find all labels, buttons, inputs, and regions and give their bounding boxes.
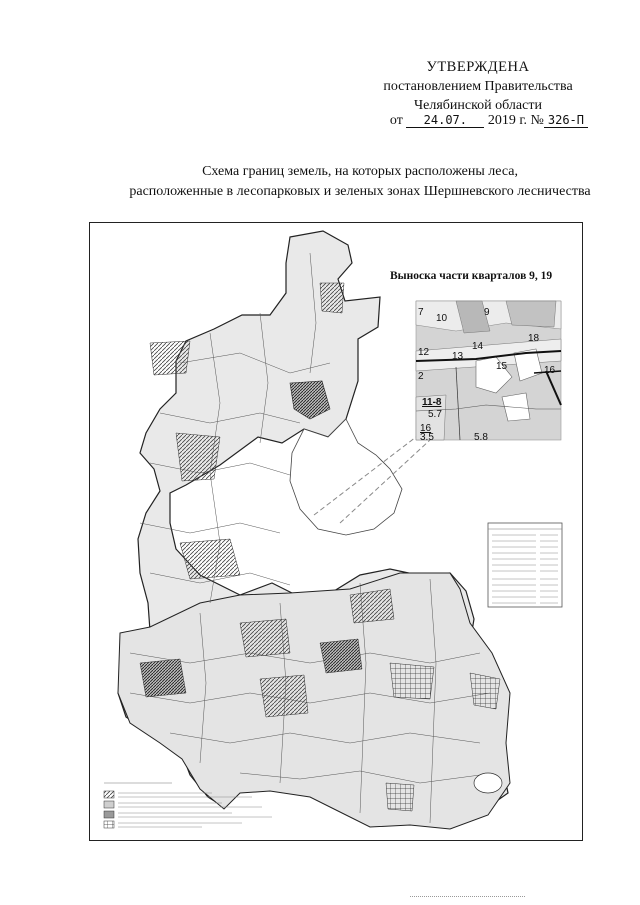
inset-label: 16 xyxy=(544,365,556,376)
resolution-number: 326-П xyxy=(544,113,588,128)
inset-title: Выноска части кварталов 9, 19 xyxy=(390,270,553,282)
date-value: 24.07. xyxy=(406,113,484,128)
approval-line-1: постановлением Правительства xyxy=(383,79,573,94)
inset-label: 16 xyxy=(420,423,432,434)
inset-label: 18 xyxy=(528,333,540,344)
inset-label: 10 xyxy=(436,313,448,324)
inset-label: 5.7 xyxy=(428,409,442,420)
inset-label: 3.5 xyxy=(420,432,434,443)
approval-line-2: Челябинской области xyxy=(414,98,542,113)
inset-label: 9 xyxy=(484,307,490,318)
inset-label: 2 xyxy=(418,371,424,382)
document-title xyxy=(60,162,640,202)
title-line-2: расположенные в лесопарковых и зеленых зонах Шершневского лесничества xyxy=(129,184,591,199)
forest-map xyxy=(89,222,583,841)
approval-date-line xyxy=(390,113,588,129)
year-text: 2019 г. № xyxy=(487,113,544,128)
date-prefix: от xyxy=(389,113,403,128)
inset-label: 7 xyxy=(418,307,424,318)
legend-table xyxy=(488,523,562,607)
inset-label: 5.8 xyxy=(474,432,488,443)
footer-divider xyxy=(410,896,525,897)
map-drawing xyxy=(90,223,582,840)
approval-stamp xyxy=(368,58,588,115)
title-line-1: Схема границ земель, на которых расположены леса, xyxy=(202,164,518,179)
inset-label: 12 xyxy=(418,347,430,358)
inset-label: 14 xyxy=(472,341,484,352)
inset-label: 13 xyxy=(452,351,464,362)
approval-heading: УТВЕРЖДЕНА xyxy=(426,59,530,75)
inset-label: 11-8 xyxy=(422,397,442,408)
inset-label: 15 xyxy=(496,361,508,372)
inset-zoom xyxy=(416,301,561,443)
